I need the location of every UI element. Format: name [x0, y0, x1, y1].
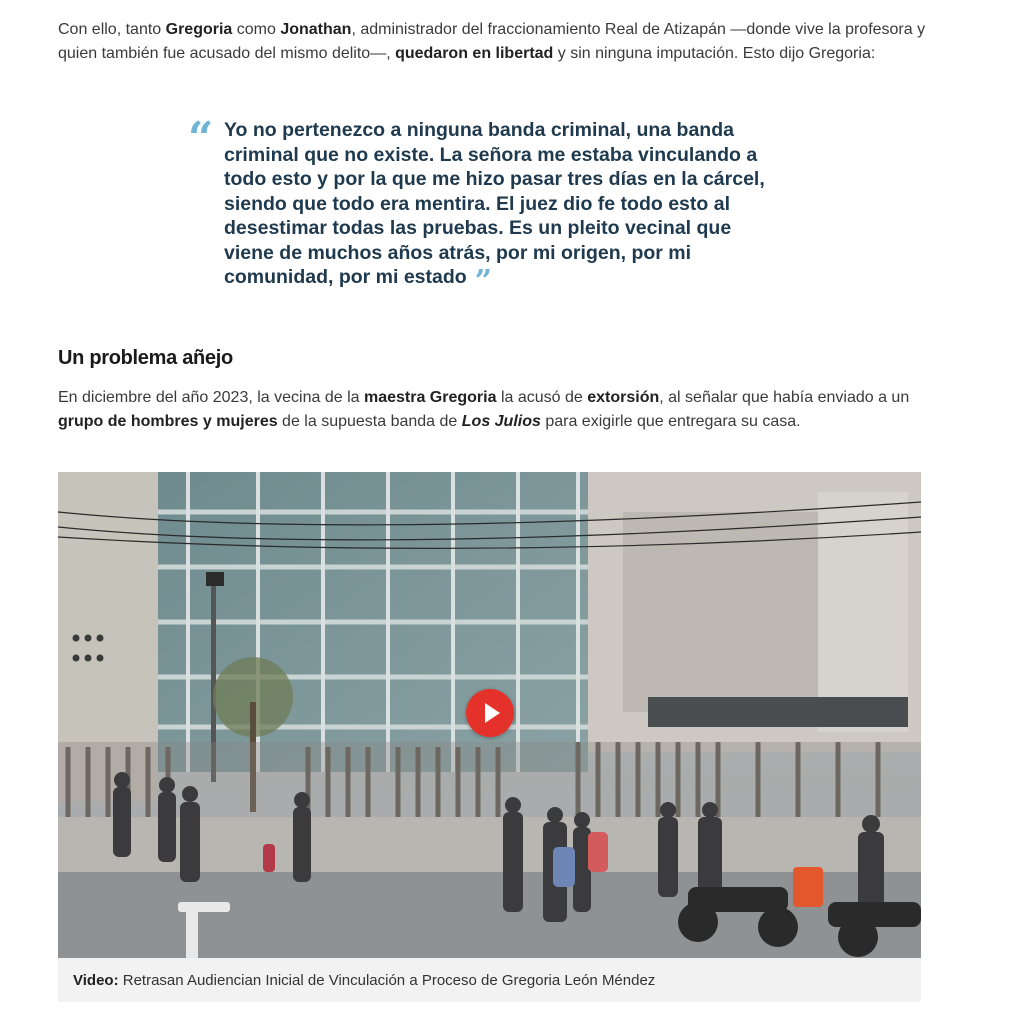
open-quote-icon: “ — [188, 113, 214, 164]
video-caption — [58, 958, 921, 1002]
play-button[interactable] — [466, 689, 514, 737]
libertad-highlight: quedaron en libertad — [395, 44, 554, 62]
name-jonathan: Jonathan — [280, 21, 352, 38]
caption-text: Retrasan Audiencian Inicial de Vinculación a Proceso de Gregoria León Méndez — [118, 972, 656, 989]
name-gregoria: Gregoria — [165, 21, 233, 38]
close-quote-icon: ” — [474, 264, 492, 299]
body-paragraph: En diciembre del año 2023, la vecina de la maestra Gregoria la acusó de extorsión, al señalar que había enviado a un grupo de hombres y mujeres de la supuesta banda de Los Julios para exigirle que entregara su casa. — [58, 389, 910, 430]
intro-paragraph: Con ello, tanto Gregoria como Jonathan, administrador del fraccionamiento Real de Atizapán —donde vive la profesora y quien también fue acusado del mismo delito—, quedaron en libertad y sin ninguna imputación. Esto dijo Gregoria: — [58, 21, 926, 62]
quote-text: Yo no pertenezco a ninguna banda criminal, una banda criminal que no existe. La señora me estaba vinculando a todo esto y por la que me hizo pasar tres días en la cárcel, siendo que todo era mentira. El juez dio fe todo esto al desestimar todas las pruebas. Es un pleito vecinal que viene de muchos años atrás, por mi origen, por mi comunidad, por mi estado ” — [224, 119, 765, 299]
section-heading: Un problema añejo — [58, 347, 233, 369]
caption-label: Video: — [73, 972, 119, 989]
